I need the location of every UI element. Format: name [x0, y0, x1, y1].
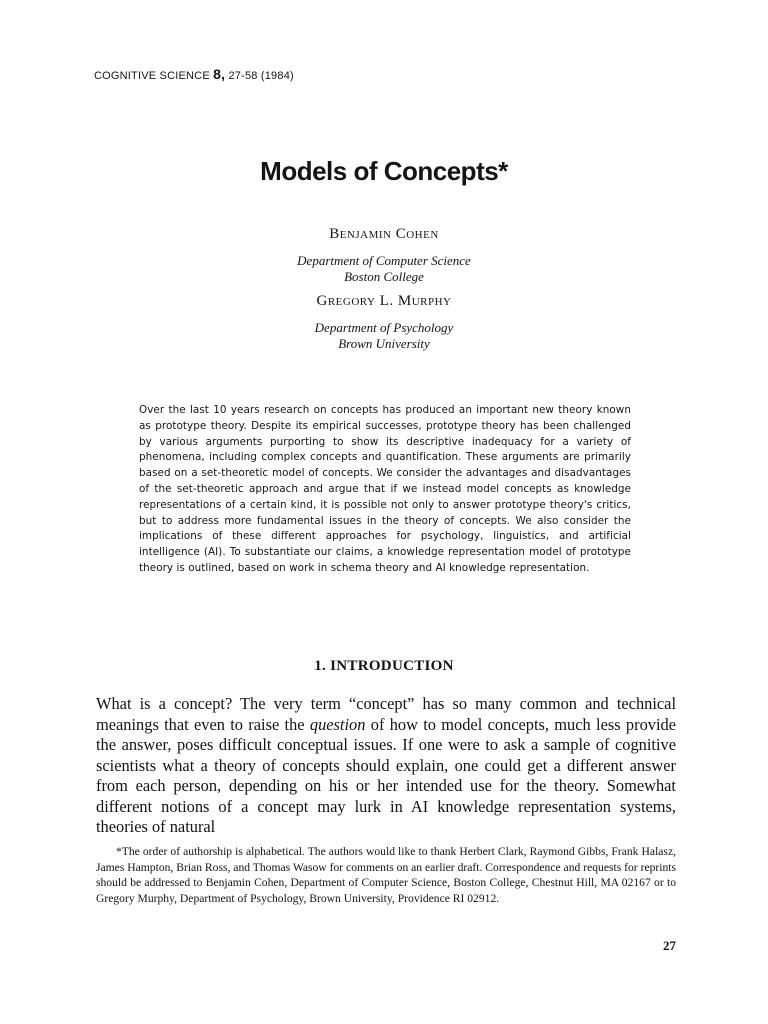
- author-institution: Brown University: [338, 336, 430, 351]
- author-institution: Boston College: [344, 269, 424, 284]
- author-name: Gregory L. Murphy: [316, 293, 452, 309]
- journal-pages-year: 27-58 (1984): [228, 70, 294, 82]
- journal-name: COGNITIVE SCIENCE: [94, 70, 210, 82]
- paragraph-text-end: of how to model concepts, much less provide the answer, poses difficult conceptual issues. If one were to ask a sample of cognitive scientists what a theory of concepts should explain, one could get a different answer from each person, depending on his or her intended use for the theory. Somewhat different notions of a concept may lurk in AI knowledge representation systems, theories of natural: [96, 714, 676, 836]
- footnote-text: *The order of authorship is alphabetical. The authors would like to thank Herbert Clark, Raymond Gibbs, Frank Halasz, James Hampton, Brian Ross, and Thomas Wasow for comments on an earlier draft. Correspondence and requests for reprints should be addressed to Benjamin Cohen, Department of Computer Science, Boston College, Chestnut Hill, MA 02167 or to Gregory Murphy, Department of Psychology, Brown University, Providence RI 02912.: [96, 845, 676, 905]
- author-block-1: [0, 226, 768, 285]
- paragraph-text-start: What is a concept? The very term “concept” has so many common and technical meanings that even to raise the: [96, 694, 676, 734]
- author-department: Department of Psychology: [314, 320, 454, 335]
- section-heading: 1. INTRODUCTION: [314, 658, 454, 674]
- journal-header: [94, 66, 294, 82]
- footnote: [96, 844, 676, 906]
- author-name: Benjamin Cohen: [329, 226, 439, 242]
- abstract: Over the last 10 years research on concepts has produced an important new theory known as prototype theory. Despite its empirical successes, prototype theory has been challenged by various arguments purporting to show its descriptive inadequacy for a variety of phenomena, including complex concepts and quantification. These arguments are primarily based on a set-theoretic model of concepts. We consider the advantages and disadvantages of the set-theoretic approach and argue that if we instead model concepts as knowledge representations of a certain kind, it is possible not only to answer prototype theory's critics, but to address more fundamental issues in the theory of concepts. We also consider the implications of these different approaches for psychology, linguistics, and artificial intelligence (AI). To substantiate our claims, a knowledge representation model of prototype theory is outlined, based on work in schema theory and AI knowledge representation.: [139, 404, 631, 574]
- emphasized-word: question: [309, 714, 366, 734]
- author-department: Department of Computer Science: [297, 253, 471, 268]
- author-block-2: [0, 293, 768, 352]
- page-number: 27: [663, 938, 676, 953]
- paper-title: Models of Concepts*: [260, 156, 508, 186]
- journal-volume: 8,: [213, 66, 226, 82]
- introduction-paragraph: [96, 694, 676, 838]
